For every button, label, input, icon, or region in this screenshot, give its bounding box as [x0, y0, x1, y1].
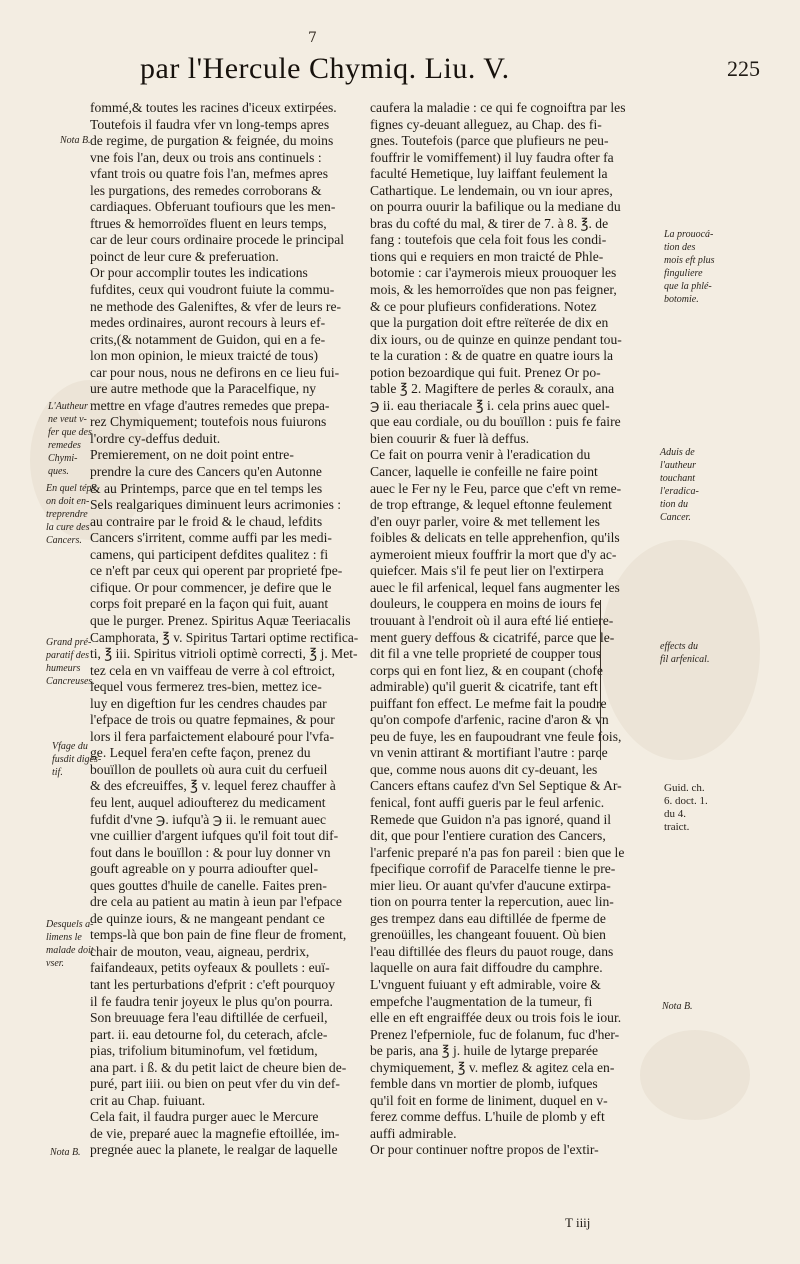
margin-note-line: que la phlé-: [664, 281, 712, 292]
text-line: vne fois l'an, deux ou trois ans continuels :: [90, 149, 322, 165]
margin-note: [60, 134, 91, 147]
text-line: fommé,& toutes les racines d'iceux extirpées.: [90, 100, 337, 115]
text-line: pregnée auec la planete, le realgar de laquelle: [90, 1142, 338, 1158]
text-line: lon mon opinion, le mieux traicté de tous): [90, 348, 319, 364]
text-line: peu de fuye, les en faupoudrant vne feule fois,: [370, 728, 622, 744]
text-line: que, comme nous auons dit cy-deuant, les: [370, 761, 598, 777]
text-line: de vie, preparé auec la magnefie eftoillée, im-: [90, 1125, 340, 1141]
text-line: car de leur cours ordinaire procede le principal: [90, 232, 345, 248]
text-line: crits,(& notamment de Guidon, qui en a fe-: [90, 331, 326, 347]
text-line: auffi admirable.: [370, 1125, 457, 1141]
top-mark: 7: [308, 30, 317, 46]
paper-stain: [640, 1030, 750, 1120]
text-line: mettre en vfage d'autres remedes que prepa-: [90, 397, 330, 413]
text-line: admirable) qu'il guerit & cicatrife, tant eft: [370, 679, 598, 695]
text-line: Prenez l'efperniole, fuc de folanum, fuc d'her-: [370, 1026, 620, 1042]
text-line: foibles & delicats en telle apprehenfion, qu'ils: [370, 530, 620, 546]
text-line: de trop eftrange, & lequel eftonne feulement: [370, 497, 612, 513]
text-line: puré, part iiii. ou bien on peut vfer du vin def-: [90, 1076, 340, 1092]
text-line: temps-là que bon pain de fine fleur de froment,: [90, 927, 347, 943]
margin-note-line: on doit en-: [46, 496, 90, 507]
text-line: ana part. i ß. & du petit laict de cheure bien de-: [90, 1059, 347, 1075]
margin-note-line: 6. doct. 1.: [664, 795, 708, 807]
text-line: Ce fait on pourra venir à l'eradication du: [370, 447, 591, 463]
text-line: femble dans vn mortier de plomb, iufques: [370, 1076, 598, 1092]
text-line: ne methode des Galeniftes, & vfer de leurs re-: [90, 298, 342, 314]
text-line: vne cuillier d'argent iufques qu'il foit tout dif-: [90, 828, 339, 844]
text-line: ques gouttes d'huile de canelle. Faites pren-: [90, 877, 327, 893]
text-line: corps qui en font liez, & en coupant (chofe: [370, 662, 603, 678]
text-line: be paris, ana ℥ j. huile de lytarge preparée: [370, 1043, 599, 1059]
text-line: vfant trois ou quatre fois l'an, mefmes apres: [90, 166, 329, 182]
margin-note-line: tion des: [664, 242, 696, 253]
text-line: puiffant fon effect. Le mefme fait la poudre: [370, 695, 607, 711]
text-line: auec le Fer ny le Feu, parce que c'eft vn reme-: [370, 480, 622, 496]
text-line: douleurs, le couppera en moins de iours fe: [370, 596, 601, 612]
text-line: bras du cofté du mal, & tirer de 7. à 8. ℥. de: [370, 215, 609, 231]
text-line: & des efcreuiffes, ℥ v. lequel ferez chauffer à: [90, 778, 336, 794]
text-line: te la curation : & de quatre en quatre iours la: [370, 348, 614, 364]
text-line: & ce pour plufieurs confiderations. Notez: [370, 298, 597, 314]
ink-mark-line: [600, 600, 601, 760]
margin-note-line: malade doit: [46, 945, 94, 956]
text-line: feu lent, auquel adioufterez du medicament: [90, 794, 326, 810]
margin-note-line: Vfage du: [52, 741, 88, 752]
text-line: caufera la maladie : ce qui fe cognoiftra par les: [370, 100, 626, 115]
margin-note-line: mois eft plus: [664, 255, 715, 266]
text-line: d'en ouyr parler, voire & met tellement les: [370, 513, 600, 529]
text-line: que le purger. Prenez. Spiritus Aquæ Teeriacalis: [90, 612, 351, 628]
margin-note-line: Nota B.: [662, 1001, 693, 1012]
text-line: laquelle on aura fait diffoudre du camphre.: [370, 960, 603, 976]
text-line: dix iours, ou de quinze en quinze pendant tou-: [370, 331, 622, 347]
margin-note-line: fer que des: [48, 427, 92, 438]
text-line: pias, trifolium bituminofum, vel fœtidum,: [90, 1043, 318, 1059]
text-line: de regime, de purgation & feignée, du moins: [90, 133, 334, 149]
text-line: gouft agreable on y pourra adioufter quel-: [90, 861, 318, 877]
right-text-column: [370, 100, 654, 1159]
text-line: dit, que pour l'entiere curation des Cancers,: [370, 828, 606, 844]
margin-note-line: l'eradica-: [660, 486, 699, 497]
margin-note: [46, 918, 94, 970]
margin-note: [662, 1000, 693, 1013]
margin-note-line: du 4.: [664, 808, 686, 820]
margin-note-line: la cure des: [46, 522, 90, 533]
margin-note-line: Cancreuses.: [46, 676, 95, 687]
text-line: qu'il foit en forme de liniment, duquel en v-: [370, 1092, 608, 1108]
text-line: ges trempez dans eau diftillée de fperme de: [370, 910, 606, 926]
text-line: Cancer, laquelle ie confeille ne faire point: [370, 464, 598, 480]
text-line: l'eau diftillée des fleurs du pauot rouge, dans: [370, 943, 614, 959]
margin-note: [52, 740, 101, 779]
text-line: prendre la cure des Cancers qu'en Autonne: [90, 464, 322, 480]
text-line: l'ordre cy-deffus deduit.: [90, 430, 221, 446]
margin-note-line: Aduis de: [660, 447, 695, 458]
text-line: ℈ ii. eau theriacale ℥ i. cela prins auec quel-: [370, 397, 610, 413]
margin-note-line: Nota B.: [50, 1147, 81, 1158]
text-line: Cancers s'irritent, comme auffi par les medi-: [90, 530, 332, 546]
text-line: ti, ℥ iii. Spiritus vitrioli optimè correcti, ℥ j. Met-: [90, 646, 358, 662]
text-line: mier lieu. Or auant qu'vfer d'aucune extirpa-: [370, 877, 611, 893]
left-text-column: [90, 100, 358, 1159]
text-line: tion on pourra tenter la repercution, auec lin-: [370, 894, 614, 910]
margin-note-line: En quel téps: [46, 483, 96, 494]
margin-note-line: Grand pré-: [46, 637, 92, 648]
signature-custos: T iiij: [565, 1215, 591, 1230]
text-line: l'efpace de trois ou quatre fepmaines, & pour: [90, 712, 335, 728]
text-line: l'arfenic preparé n'a pas fon pareil : bien que le: [370, 844, 625, 860]
margin-note-line: remedes: [48, 440, 81, 451]
margin-note-line: effects du: [660, 641, 699, 652]
margin-note-line: Cancer.: [660, 512, 691, 523]
margin-note-line: limens le: [46, 932, 82, 943]
text-line: fufdit d'vne ℈. iufqu'à ℈ ii. le remuant auec: [90, 811, 327, 827]
text-line: fenical, font auffi gueris par le feul arfenic.: [370, 794, 605, 810]
margin-note-line: ne veut v-: [48, 414, 87, 425]
text-line: potion bezoardique qui fuit. Prenez Or po-: [370, 364, 601, 380]
margin-note: [46, 482, 95, 547]
text-line: empefche l'augmentation de la tumeur, fi: [370, 993, 593, 1009]
text-line: que la purgation doit eftre reïterée de dix en: [370, 315, 609, 331]
margin-note-line: Nota B.: [60, 135, 91, 146]
margin-note-line: finguliere: [664, 268, 703, 279]
text-line: Sels realgariques diminuent leurs acrimonies :: [90, 497, 342, 513]
margin-note-line: Chymi-: [48, 453, 78, 464]
margin-note-line: traict.: [664, 821, 690, 833]
text-line: luy en digeftion fur les cendres chaudes par: [90, 695, 327, 711]
margin-note: [664, 228, 715, 306]
margin-note: [50, 1146, 81, 1159]
text-line: dre cela au patient au matin à ieun par l'efpace: [90, 894, 342, 910]
text-line: Premierement, on ne doit point entre-: [90, 447, 294, 463]
margin-note-line: botomie.: [664, 294, 699, 305]
running-title: par l'Hercule Chymiq. Liu. V.: [140, 52, 510, 85]
text-line: lequel vous fermerez tres-bien, mettez ice-: [90, 679, 322, 695]
text-line: Cathartique. Le lendemain, ou vn iour apres,: [370, 182, 613, 198]
text-line: Or pour continuer noftre propos de l'extir-: [370, 1142, 599, 1158]
text-line: car pour nous, nous ne defirons en ce lieu fui-: [90, 364, 340, 380]
text-line: fignes cy-deuant alleguez, au Chap. des fi-: [370, 116, 602, 132]
margin-note-line: tif.: [52, 767, 63, 778]
margin-note-line: l'autheur: [660, 460, 697, 471]
text-line: vn venin attirant & mortifiant l'autre : parce: [370, 745, 608, 761]
margin-note-line: tion du: [660, 499, 689, 510]
text-line: au contraire par le froid & le chaud, lefdits: [90, 513, 323, 529]
margin-note-line: ques.: [48, 466, 69, 477]
margin-note-line: humeurs: [46, 663, 81, 674]
text-line: ferez comme deffus. L'huile de plomb y eft: [370, 1109, 605, 1125]
margin-note-line: La prouocá-: [664, 229, 714, 240]
text-line: les purgations, des remedes corroborans &: [90, 182, 322, 198]
margin-note: [660, 640, 709, 666]
text-line: aymeroient mieux fouffrir la mort que d'y ac-: [370, 546, 617, 562]
margin-note-line: Desquels a-: [46, 919, 94, 930]
text-line: part. ii. eau detourne fol, du ceterach, afcle-: [90, 1026, 328, 1042]
text-line: corps foit preparé en la façon qui fuit, auant: [90, 596, 329, 612]
text-line: camens, qui participent defdites qualitez : fi: [90, 546, 329, 562]
margin-note-line: L'Autheur: [48, 401, 88, 412]
text-line: tant les perturbations d'efprit : c'eft pourquoy: [90, 976, 335, 992]
margin-note: [664, 782, 708, 834]
margin-note-line: paratif des: [46, 650, 90, 661]
text-line: gnes. Toutefois (parce que plufieurs ne peu-: [370, 133, 609, 149]
text-line: ge. Lequel fera'en cefte façon, prenez du: [90, 745, 311, 761]
text-line: trouuant à l'endroit où il aura efté lié entiere-: [370, 612, 614, 628]
text-line: grenoüilles, les changeant fouuent. Où bien: [370, 927, 606, 943]
text-line: & au Printemps, parce que en tel temps les: [90, 480, 323, 496]
text-line: lors il fera parfaictement elabouré pour l'vfa-: [90, 728, 334, 744]
margin-note-line: touchant: [660, 473, 695, 484]
text-line: chymiquement, ℥ v. meflez & agitez cela en-: [370, 1059, 615, 1075]
text-line: chair de mouton, veau, aigneau, perdrix,: [90, 943, 310, 959]
text-line: fouffrir le vomiffement) il luy faudra ofter fa: [370, 149, 614, 165]
page-number: 225: [727, 56, 760, 81]
text-line: faculté Hemetique, luy laiffant feulement la: [370, 166, 608, 182]
text-line: L'vnguent fuiuant y eft admirable, voire &: [370, 976, 601, 992]
text-line: faifandeaux, petits oyfeaux & poullets : euï-: [90, 960, 330, 976]
text-line: Camphorata, ℥ v. Spiritus Tartari optime rectifica-: [90, 629, 359, 645]
text-line: table ℥ 2. Magiftere de perles & coraulx, ana: [370, 381, 615, 397]
margin-note: [46, 636, 95, 688]
margin-note-line: fusdit diges-: [52, 754, 102, 765]
text-line: ment guery deffous & cicatrifé, parce que le-: [370, 629, 615, 645]
margin-note-line: Cancers.: [46, 535, 82, 546]
text-line: on pourra ouurir la bafilique ou la mediane du: [370, 199, 621, 215]
text-line: fpecifique corrofif de Paracelfe tienne le pre-: [370, 861, 616, 877]
text-line: mois, & les hemorroïdes que non pas feigner,: [370, 282, 617, 298]
text-line: auec le fil arfenical, lequel fans augmenter les: [370, 579, 620, 595]
text-line: il fe faudra tenir joyeux le plus qu'on pourra.: [90, 993, 333, 1009]
margin-note: [660, 446, 699, 524]
text-line: fout dans le bouïllon : & pour luy donner vn: [90, 844, 331, 860]
text-line: Remede que Guidon n'a pas ignoré, quand il: [370, 811, 612, 827]
text-line: Or pour accomplir toutes les indications: [90, 265, 308, 281]
text-line: rez Chymiquement; toutefois nous fuiurons: [90, 414, 327, 430]
text-line: crit au Chap. fuiuant.: [90, 1092, 206, 1108]
text-line: fang : toutefois que cela foit fous les condi-: [370, 232, 607, 248]
text-line: cifique. Or pour commencer, je defire que le: [90, 579, 332, 595]
text-line: medes ordinaires, auront recours à leurs ef-: [90, 315, 326, 331]
text-line: Toutefois il faudra vfer vn long-temps apres: [90, 116, 330, 132]
text-line: qu'on compofe d'arfenic, racine d'aron & vn: [370, 712, 609, 728]
text-line: tez cela en vn vaiffeau de verre à col eftroict,: [90, 662, 336, 678]
margin-note-line: fil arfenical.: [660, 654, 710, 665]
text-line: bouïllon de poullets où aura cuit du cerfueil: [90, 761, 328, 777]
text-line: botomie : car i'aymerois mieux prouoquer les: [370, 265, 617, 281]
text-line: bien couurir & fuer là deffus.: [370, 430, 530, 446]
margin-note-line: treprendre: [46, 509, 88, 520]
text-line: fufdites, ceux qui voudront fuiute la commu-: [90, 282, 335, 298]
margin-note-line: vser.: [46, 958, 65, 969]
text-line: ce n'eft par ceux qui operent par proprieté fpe-: [90, 563, 343, 579]
text-line: de quinze iours, & ne mangeant pendant ce: [90, 910, 325, 926]
text-line: ure autre methode que la Paracelfique, ny: [90, 381, 317, 397]
text-line: poinct de leur cure & preferuation.: [90, 248, 279, 264]
text-line: ftrues & hemorroïdes fluent en leurs temps,: [90, 215, 327, 231]
text-line: quiefcer. Mais s'il fe peut lier on l'extirpera: [370, 563, 604, 579]
text-line: dit fil a vne telle proprieté de coupper tous: [370, 646, 602, 662]
text-line: Cancers eftans caufez d'vn Sel Septique & Ar-: [370, 778, 622, 794]
text-line: Son breuuage fera l'eau diftillée de cerfueil,: [90, 1010, 328, 1026]
text-line: tions qui e requiers en mon traicté de Phle-: [370, 248, 604, 264]
text-line: elle en eft engraiffée deux ou trois fois le iour.: [370, 1010, 622, 1026]
text-line: Cela fait, il faudra purger auec le Mercure: [90, 1109, 319, 1125]
margin-note: [48, 400, 92, 478]
margin-note-line: Guid. ch.: [664, 782, 705, 794]
text-line: que eau cordiale, ou du bouïllon : puis fe faire: [370, 414, 621, 430]
text-line: cardiaques. Obferuant toufiours que les men-: [90, 199, 336, 215]
